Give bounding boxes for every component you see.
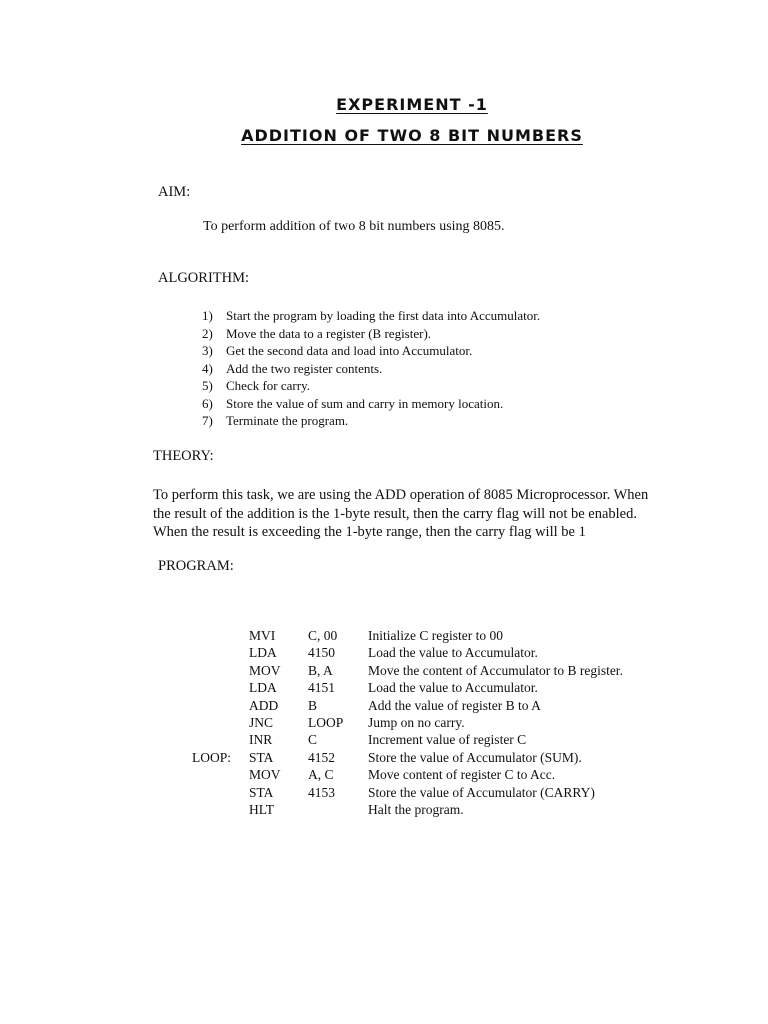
algorithm-heading: ALGORITHM: (158, 270, 250, 286)
row-operand: 4151 (308, 680, 335, 696)
row-comment: Store the value of Accumulator (CARRY) (368, 784, 595, 800)
row-operand: C, 00 (308, 628, 338, 643)
row-operand: 4153 (308, 784, 335, 800)
step-number: 2) (202, 325, 213, 341)
program-row (0, 714, 768, 731)
row-comment: Initialize C register to 00 (368, 628, 503, 643)
theory-heading: THEORY: (153, 448, 214, 464)
step-number: 5) (202, 378, 213, 393)
algorithm-step (202, 395, 540, 413)
row-operand: 4152 (308, 749, 335, 765)
row-mnemonic: LDA (249, 680, 277, 696)
row-comment: Move the content of Accumulator to B register. (368, 662, 623, 678)
step-number: 4) (202, 360, 213, 376)
row-operand: C (308, 732, 318, 748)
step-text: Store the value of sum and carry in memory location. (226, 395, 504, 411)
row-mnemonic: MOV (249, 767, 281, 783)
aim-heading: AIM: (158, 184, 191, 200)
theory-line: the result of the addition is the 1-byte result, then the carry flag will not be enabled. (153, 505, 637, 522)
step-text: Get the second data and load into Accumulator. (226, 343, 473, 358)
row-operand: B, A (308, 662, 333, 678)
row-mnemonic: STA (249, 749, 274, 765)
row-comment: Store the value of Accumulator (SUM). (368, 749, 582, 765)
row-comment: Halt the program. (368, 801, 464, 817)
row-comment: Increment value of register C (368, 732, 527, 748)
row-comment: Load the value to Accumulator. (368, 680, 538, 696)
step-number: 1) (202, 308, 213, 323)
algorithm-step (202, 342, 540, 360)
row-operand: 4150 (308, 645, 335, 661)
step-text: Start the program by loading the first data into Accumulator. (226, 308, 541, 323)
algorithm-step (202, 360, 540, 378)
program-row (0, 766, 768, 783)
row-mnemonic: STA (249, 784, 274, 800)
row-operand: B (308, 697, 318, 713)
algorithm-steps (202, 307, 540, 430)
step-number: 7) (202, 413, 213, 428)
program-row (0, 749, 768, 766)
experiment-title: EXPERIMENT -1 (336, 95, 488, 114)
program-row (0, 627, 768, 644)
row-comment: Add the value of register B to A (368, 697, 541, 713)
theory-line: When the result is exceeding the 1-byte range, then the carry flag will be 1 (153, 524, 586, 540)
row-comment: Move content of register C to Acc. (368, 767, 556, 783)
program-row (0, 679, 768, 696)
algorithm-step (202, 307, 540, 325)
program-row (0, 784, 768, 801)
program-row (0, 644, 768, 661)
row-mnemonic: INR (249, 732, 273, 748)
theory-paragraph (153, 486, 713, 542)
experiment-subject-title: ADDITION OF TWO 8 BIT NUMBERS (241, 126, 583, 145)
row-operand: LOOP (308, 714, 344, 730)
program-listing (0, 627, 768, 818)
row-operand: A, C (308, 767, 334, 783)
program-row (0, 731, 768, 748)
aim-text: To perform addition of two 8 bit numbers using 8085. (203, 219, 505, 234)
program-row (0, 662, 768, 679)
row-mnemonic: MVI (249, 628, 276, 643)
algorithm-step (202, 412, 540, 430)
row-mnemonic: MOV (249, 662, 281, 678)
step-text: Move the data to a register (B register). (226, 325, 432, 341)
program-heading: PROGRAM: (158, 558, 234, 574)
algorithm-step (202, 325, 540, 343)
step-number: 3) (202, 343, 213, 358)
row-comment: Jump on no carry. (368, 714, 465, 730)
row-label: LOOP: (192, 749, 232, 765)
step-text: Terminate the program. (226, 413, 349, 428)
row-mnemonic: LDA (249, 645, 277, 661)
step-text: Add the two register contents. (226, 360, 383, 376)
program-row (0, 697, 768, 714)
row-comment: Load the value to Accumulator. (368, 645, 538, 661)
algorithm-step (202, 377, 540, 395)
theory-line: To perform this task, we are using the ADD operation of 8085 Microprocessor. When (153, 487, 649, 503)
row-mnemonic: HLT (249, 801, 275, 817)
row-mnemonic: ADD (249, 697, 279, 713)
row-mnemonic: JNC (249, 714, 274, 730)
step-text: Check for carry. (226, 378, 310, 393)
program-row (0, 801, 768, 818)
step-number: 6) (202, 395, 213, 411)
